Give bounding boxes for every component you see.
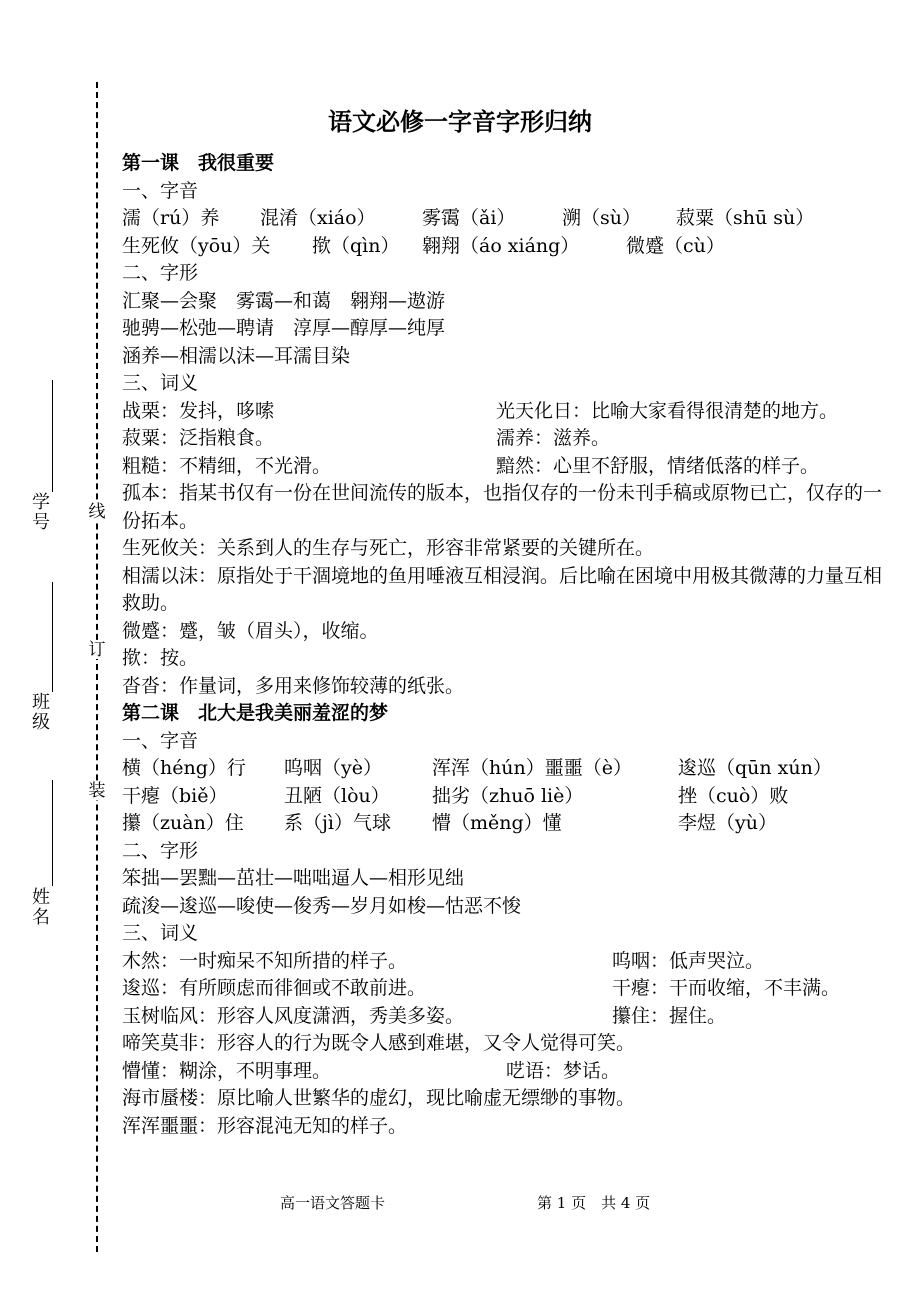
pron-item: 懵（měng）懂 xyxy=(432,812,562,834)
meaning-left: 粗糙：不精细，不光滑。 xyxy=(122,454,332,477)
meaning-left: 木然：一时痴呆不知所措的样子。 xyxy=(122,949,408,972)
meaning-right: 濡养：滋养。 xyxy=(496,427,611,449)
pron-item: 逡巡（qūn xún） xyxy=(678,757,832,779)
name-field-line[interactable] xyxy=(52,780,53,886)
meaning-left: 战栗：发抖，哆嗦 xyxy=(122,399,275,422)
meaning-right: 呜咽：低声哭泣。 xyxy=(612,949,765,972)
form-row: 笨拙—罢黜—茁壮—咄咄逼人—相形见绌 xyxy=(122,867,465,889)
class-label: 班级 xyxy=(32,692,50,733)
student-id-field-line[interactable] xyxy=(52,380,53,492)
document-body xyxy=(122,150,897,1140)
lesson1-pron-row xyxy=(122,205,897,233)
pron-item: 呜咽（yè） xyxy=(284,757,382,779)
meaning-paragraph: 啼笑莫非：形容人的行为既令人感到难堪，又令人觉得可笑。 xyxy=(122,1032,636,1054)
meaning-pair xyxy=(122,398,897,426)
pron-item: 菽粟（shū sù） xyxy=(676,207,815,229)
pron-item: 翱翔（áo xiáng） xyxy=(422,234,580,257)
meaning-pair xyxy=(122,453,897,481)
pron-item: 微蹙（cù） xyxy=(626,234,725,257)
lesson1-form-heading: 二、字形 xyxy=(122,262,199,284)
pron-item: 干瘪（biě） xyxy=(122,784,228,807)
meaning-pair xyxy=(122,975,897,1003)
lesson2-form-heading: 二、字形 xyxy=(122,839,199,862)
meaning-pair xyxy=(122,425,897,453)
pron-item: 拙劣（zhuō liè） xyxy=(432,784,584,807)
meaning-paragraph: 相濡以沫：原指处于干涸境地的鱼用唾液互相浸润。后比喻在困境中用极其微薄的力量互相救助。 xyxy=(122,564,883,614)
pron-item: 混淆（xiáo） xyxy=(260,207,376,229)
meaning-pair xyxy=(122,1058,897,1086)
pron-item: 揿（qìn） xyxy=(312,234,400,257)
meaning-right: 干瘪：干而收缩，不丰满。 xyxy=(612,977,841,999)
meaning-paragraph: 海市蜃楼：原比喻人世繁华的虚幻，现比喻虚无缥缈的事物。 xyxy=(122,1087,636,1109)
pron-item: 浑浑（hún）噩噩（è） xyxy=(432,757,632,779)
meaning-left: 菽粟：泛指粮食。 xyxy=(122,427,275,449)
lesson2-meaning-heading: 三、词义 xyxy=(122,922,199,944)
pron-item: 攥（zuàn）住 xyxy=(122,812,244,834)
footer-page-number: 第 1 页 共 4 页 xyxy=(537,1194,651,1212)
lesson2-pron-row xyxy=(122,783,897,811)
name-label: 姓名 xyxy=(32,887,50,928)
meaning-right: 攥住：握住。 xyxy=(612,1004,727,1027)
meaning-left: 懵懂：糊涂，不明事理。 xyxy=(122,1059,332,1082)
lesson2-pron-row xyxy=(122,810,897,838)
student-id-label: 学号 xyxy=(32,492,50,533)
meaning-pair xyxy=(122,1003,897,1031)
pron-item: 丑陋（lòu） xyxy=(284,784,390,807)
pron-item: 系（jì）气球 xyxy=(284,812,391,834)
footer-sheet-name: 高一语文答题卡 xyxy=(280,1194,386,1212)
form-row: 涵养—相濡以沫—耳濡目染 xyxy=(122,344,351,367)
binding-word-ding: 订 xyxy=(88,640,106,660)
pron-item: 濡（rú）养 xyxy=(122,207,220,229)
binding-word-zhuang: 装 xyxy=(88,781,106,801)
meaning-paragraph: 沓沓：作量词，多用来修饰较薄的纸张。 xyxy=(122,674,465,697)
meaning-pair xyxy=(122,948,897,976)
lesson1-pron-row xyxy=(122,233,897,261)
lesson1-pronunciation-heading: 一、字音 xyxy=(122,179,199,202)
meaning-right: 光天化日：比喻大家看得很清楚的地方。 xyxy=(496,399,839,422)
meaning-paragraph: 揿：按。 xyxy=(122,647,199,669)
pron-item: 李煜（yù） xyxy=(678,812,777,834)
pron-item: 挫（cuò）败 xyxy=(678,784,789,807)
lesson2-pronunciation-heading: 一、字音 xyxy=(122,729,199,752)
meaning-paragraph: 生死攸关：关系到人的生存与死亡，形容非常紧要的关键所在。 xyxy=(122,537,655,559)
lesson2-pron-row xyxy=(122,755,897,783)
pron-item: 横（héng）行 xyxy=(122,757,246,779)
form-row: 驰骋—松弛—聘请 淳厚—醇厚—纯厚 xyxy=(122,317,446,339)
binding-word-xian: 线 xyxy=(88,502,106,522)
binding-dashed-line xyxy=(96,82,98,1252)
pron-item: 溯（sù） xyxy=(562,207,641,229)
pron-item: 生死攸（yōu）关 xyxy=(122,234,271,257)
form-row: 汇聚—会聚 雾霭—和蔼 翱翔—遨游 xyxy=(122,289,446,312)
lesson1-heading: 第一课 我很重要 xyxy=(122,152,275,174)
meaning-left: 玉树临风：形容人风度潇洒，秀美多姿。 xyxy=(122,1004,465,1027)
class-field-line[interactable] xyxy=(52,582,53,692)
meaning-paragraph: 孤本：指某书仅有一份在世间流传的版本，也指仅存的一份未刊手稿或原物已亡，仅存的一份拓本。 xyxy=(122,482,883,532)
lesson2-heading: 第二课 北大是我美丽羞涩的梦 xyxy=(122,702,389,724)
meaning-paragraph: 微蹙：蹙，皱（眉头），收缩。 xyxy=(122,619,379,642)
meaning-right: 呓语：梦话。 xyxy=(506,1059,621,1082)
meaning-paragraph: 浑浑噩噩：形容混沌无知的样子。 xyxy=(122,1114,408,1137)
page-title: 语文必修一字音字形归纳 xyxy=(328,107,592,136)
lesson1-meaning-heading: 三、词义 xyxy=(122,372,199,394)
meaning-right: 黯然：心里不舒服，情绪低落的样子。 xyxy=(496,454,820,477)
pron-item: 雾霭（ǎi） xyxy=(422,207,516,229)
form-row: 疏浚—逡巡—唆使—俊秀—岁月如梭—怙恶不悛 xyxy=(122,894,522,917)
meaning-left: 逡巡：有所顾虑而徘徊或不敢前进。 xyxy=(122,977,427,999)
